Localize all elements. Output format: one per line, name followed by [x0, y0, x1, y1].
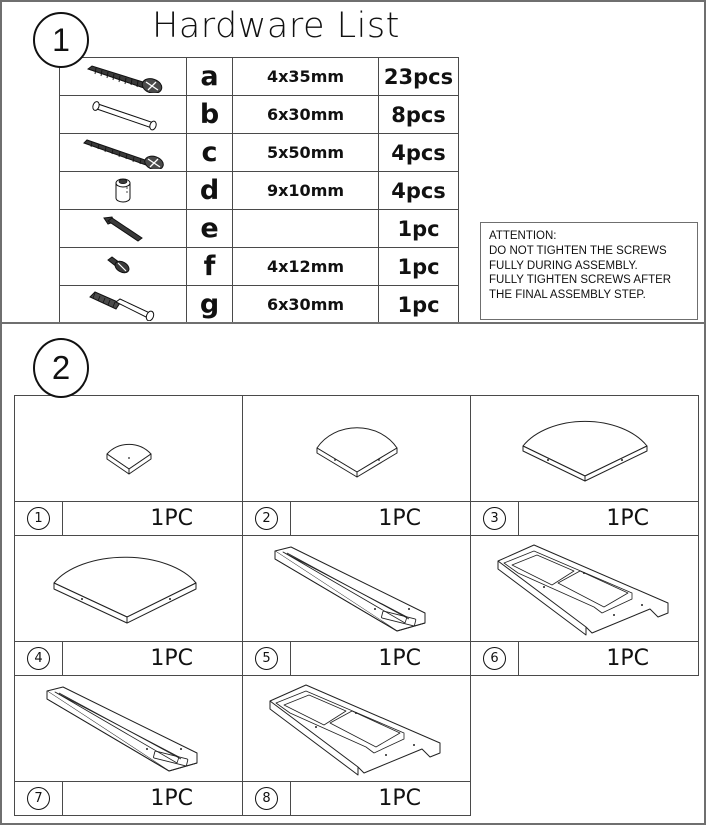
- table-row: [60, 286, 459, 324]
- page-title: Hardware List: [152, 6, 400, 46]
- hardware-size: 6x30mm: [233, 96, 379, 134]
- part-number-badge: 6: [471, 642, 519, 675]
- part-label-7: [15, 782, 243, 816]
- part-label-4: [15, 642, 243, 676]
- part-qty: 1PC: [606, 506, 649, 531]
- part-image-4: [15, 536, 243, 642]
- part-qty: 1PC: [606, 646, 649, 671]
- hardware-key: e: [187, 210, 233, 248]
- hardware-qty: 4pcs: [379, 172, 459, 210]
- part-qty: 1PC: [378, 506, 421, 531]
- part-image-8: [243, 676, 471, 782]
- wood-screw-icon: [60, 58, 187, 96]
- small-screw-icon: [60, 248, 187, 286]
- parts-row-art: [15, 396, 699, 502]
- parts-row-art: [15, 676, 699, 782]
- part-label-2: [243, 502, 471, 536]
- part-label-6: [471, 642, 699, 676]
- table-row: [60, 248, 459, 286]
- step-2-badge: [33, 338, 89, 398]
- part-number-badge: 1: [15, 502, 63, 535]
- table-row: [60, 134, 459, 172]
- attention-note: [480, 222, 698, 320]
- table-row: [60, 210, 459, 248]
- hardware-qty: 1pc: [379, 248, 459, 286]
- hardware-key: g: [187, 286, 233, 324]
- part-label-8: [243, 782, 471, 816]
- attention-line: DO NOT TIGHTEN THE SCREWS: [489, 244, 667, 257]
- allen-wrench-icon: [60, 210, 187, 248]
- part-qty: 1PC: [378, 786, 421, 811]
- table-row: [60, 172, 459, 210]
- hardware-qty: 1pc: [379, 286, 459, 324]
- part-label-empty: [471, 782, 699, 816]
- part-label-1: [15, 502, 243, 536]
- hardware-key: f: [187, 248, 233, 286]
- long-screw-icon: [60, 134, 187, 172]
- attention-line: FULLY TIGHTEN SCREWS AFTER: [489, 274, 672, 287]
- part-number-badge: 7: [15, 782, 63, 815]
- table-row: [60, 58, 459, 96]
- table-row: [60, 96, 459, 134]
- hardware-size: 9x10mm: [233, 172, 379, 210]
- hardware-key: a: [187, 58, 233, 96]
- hardware-key: d: [187, 172, 233, 210]
- attention-line: THE FINAL ASSEMBLY STEP.: [489, 289, 646, 302]
- part-image-6: [471, 536, 699, 642]
- hardware-size: 6x30mm: [233, 286, 379, 324]
- part-number-badge: 2: [243, 502, 291, 535]
- section-divider: [2, 322, 704, 324]
- parts-row-label: [15, 782, 699, 816]
- part-image-3: [471, 396, 699, 502]
- wall-anchor-icon: [60, 286, 187, 324]
- part-image-5: [243, 536, 471, 642]
- hardware-size: 4x12mm: [233, 248, 379, 286]
- hardware-qty: 1pc: [379, 210, 459, 248]
- part-number-badge: 5: [243, 642, 291, 675]
- hardware-size: [233, 210, 379, 248]
- part-image-1: [15, 396, 243, 502]
- step-2-number: 2: [51, 349, 71, 386]
- part-image-7: [15, 676, 243, 782]
- parts-row-label: [15, 502, 699, 536]
- part-cell-empty: [471, 676, 699, 782]
- part-number-badge: 8: [243, 782, 291, 815]
- part-qty: 1PC: [150, 786, 193, 811]
- part-label-5: [243, 642, 471, 676]
- part-number-badge: 4: [15, 642, 63, 675]
- hardware-size: 4x35mm: [233, 58, 379, 96]
- part-number-badge: 3: [471, 502, 519, 535]
- attention-line: ATTENTION:: [489, 230, 557, 242]
- hardware-size: 5x50mm: [233, 134, 379, 172]
- step-1-number: 1: [52, 21, 70, 58]
- hardware-key: c: [187, 134, 233, 172]
- part-label-3: [471, 502, 699, 536]
- cam-lock-nut-icon: [60, 172, 187, 210]
- step-1-badge: [33, 12, 89, 68]
- part-qty: 1PC: [150, 646, 193, 671]
- hardware-list-table: [59, 57, 459, 324]
- hardware-qty: 4pcs: [379, 134, 459, 172]
- hardware-key: b: [187, 96, 233, 134]
- attention-line: FULLY DURING ASSEMBLY.: [489, 259, 638, 272]
- hardware-qty: 8pcs: [379, 96, 459, 134]
- parts-row-art: [15, 536, 699, 642]
- parts-row-label: [15, 642, 699, 676]
- wooden-dowel-icon: [60, 96, 187, 134]
- hardware-qty: 23pcs: [379, 58, 459, 96]
- parts-list-grid: [14, 395, 699, 816]
- part-qty: 1PC: [378, 646, 421, 671]
- part-qty: 1PC: [150, 506, 193, 531]
- part-image-2: [243, 396, 471, 502]
